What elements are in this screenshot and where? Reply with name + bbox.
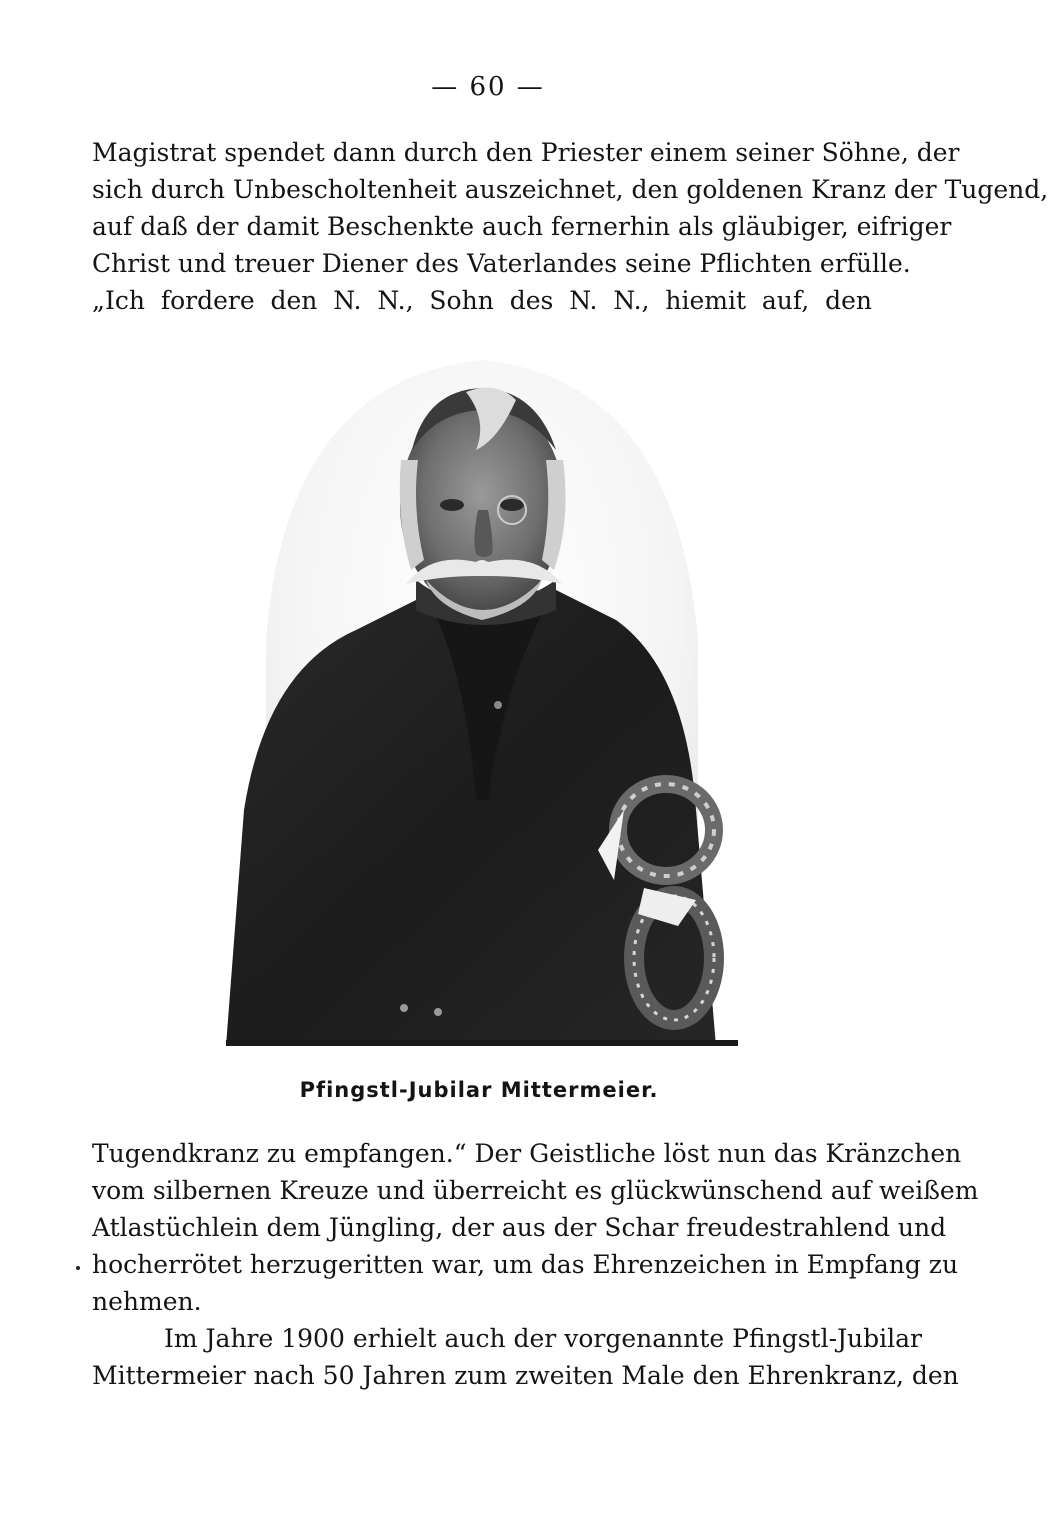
text-line: Im Jahre 1900 erhielt auch der vorgenannte Pfingstl-Jubilar	[164, 1324, 923, 1353]
text-line: Christ und treuer Diener des Vaterlandes seine Pflichten erfülle.	[92, 249, 911, 278]
text-line: Tugendkranz zu empfangen.“ Der Geistliche löst nun das Kränzchen	[92, 1139, 962, 1168]
text-line: vom silbernen Kreuze und überreicht es glückwünschend auf weißem	[92, 1176, 979, 1205]
text-line: Atlastüchlein dem Jüngling, der aus der Schar freudestrahlend und	[92, 1213, 947, 1242]
paragraph-bottom	[92, 1135, 979, 1394]
text-line: Mittermeier nach 50 Jahren zum zweiten Male den Ehrenkranz, den	[92, 1361, 959, 1390]
text-line: nehmen.	[92, 1287, 202, 1316]
text-line: auf daß der damit Beschenkte auch fernerhin als gläubiger, eifriger	[92, 212, 952, 241]
ink-speck	[76, 1266, 80, 1270]
figure-caption: Pfingstl-Jubilar Mittermeier.	[299, 1078, 659, 1102]
portrait-photo	[226, 340, 738, 1046]
portrait-illustration	[226, 340, 738, 1046]
text-line: „Ich fordere den N. N., Sohn des N. N., hiemit auf, den	[92, 286, 872, 315]
paragraph-top	[92, 134, 1048, 319]
page-number: — 60 —	[431, 72, 545, 102]
text-line: sich durch Unbescholtenheit auszeichnet, den goldenen Kranz der Tugend,	[92, 175, 1048, 204]
text-line: hocherrötet herzugeritten war, um das Ehrenzeichen in Empfang zu	[92, 1250, 959, 1279]
text-line: Magistrat spendet dann durch den Priester einem seiner Söhne, der	[92, 138, 960, 167]
